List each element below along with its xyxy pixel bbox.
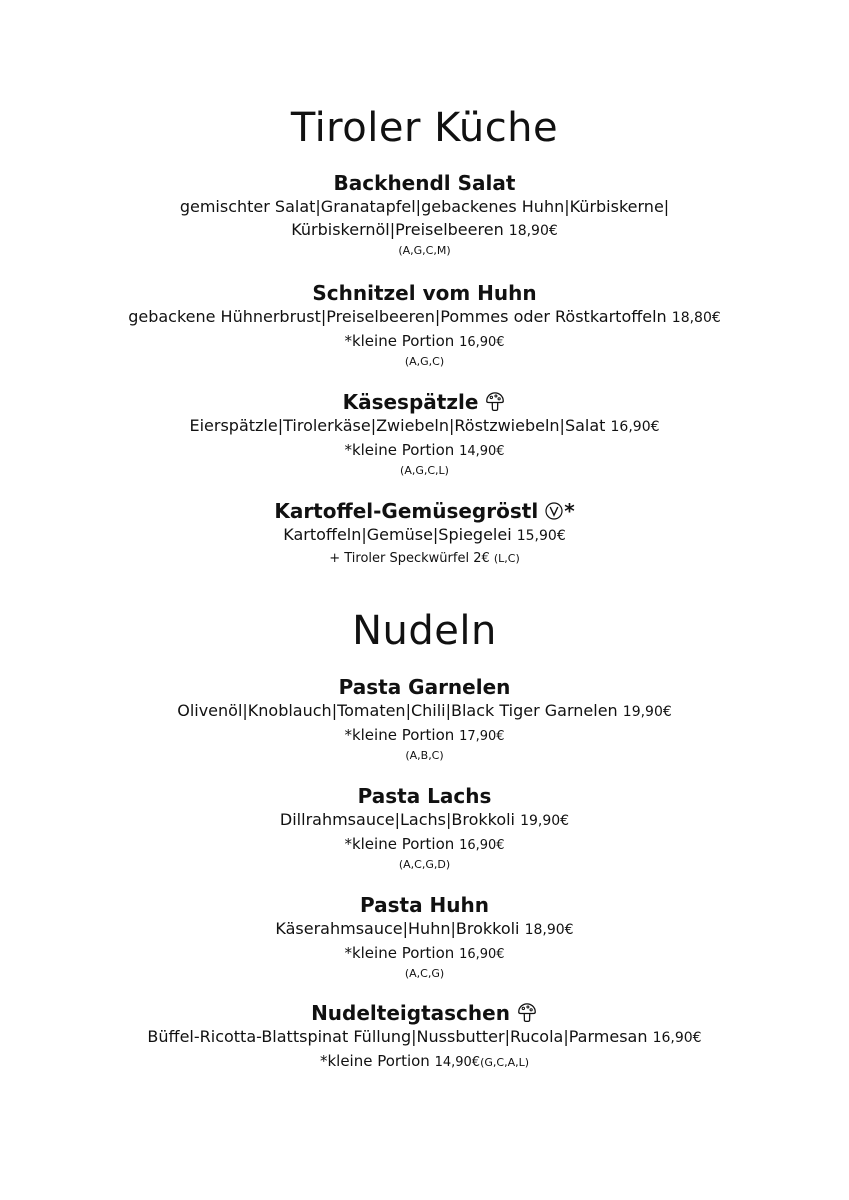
dish-pasta-garnelen xyxy=(0,675,849,764)
dish-description-line-1: Kartoffeln|Gemüse|Spiegelei xyxy=(283,525,512,544)
small-portion-label: *kleine Portion xyxy=(344,441,455,459)
dish-name-text: Pasta Lachs xyxy=(357,784,492,808)
dish-price: 16,90€ xyxy=(610,419,660,435)
dish-name xyxy=(312,281,536,305)
dish-description-line-1: Eierspätzle|Tirolerkäse|Zwiebeln|Röstzwiebeln|Salat xyxy=(189,416,606,435)
section-title-nudeln: Nudeln xyxy=(352,608,497,654)
dish-name xyxy=(311,1001,538,1025)
dish-description-line-1: Käserahmsauce|Huhn|Brokkoli xyxy=(275,919,520,938)
dish-price: 18,90€ xyxy=(508,223,558,239)
dish-pasta-lachs xyxy=(0,784,849,873)
small-portion-price: 16,90€ xyxy=(459,838,505,853)
dish-description xyxy=(0,305,849,330)
vegan-v-icon xyxy=(544,501,564,521)
small-portion-label: *kleine Portion xyxy=(344,726,455,744)
dish-description xyxy=(0,195,849,218)
small-portion xyxy=(0,1050,849,1074)
dish-price: 16,90€ xyxy=(652,1030,702,1046)
dish-name-text: Backhendl Salat xyxy=(333,171,516,195)
dish-name xyxy=(358,784,492,808)
small-portion-label: *kleine Portion xyxy=(344,944,455,962)
dish-name xyxy=(274,499,574,523)
dish-description-line-2: Kürbiskernöl|Preiselbeeren xyxy=(291,220,504,239)
dish-name-text: Nudelteigtaschen xyxy=(311,1001,510,1025)
small-portion xyxy=(0,942,849,966)
dish-price: 19,90€ xyxy=(622,704,672,720)
allergen-codes: (G,C,A,L) xyxy=(480,1056,530,1069)
allergen-codes: (A,C,G,D) xyxy=(398,858,451,871)
dish-name-text: Schnitzel vom Huhn xyxy=(312,281,537,305)
dish-description xyxy=(0,523,849,548)
small-portion-label: *kleine Portion xyxy=(344,835,455,853)
dish-description-line-1: gemischter Salat|Granatapfel|gebackenes Huhn|Kürbiskerne| xyxy=(179,197,670,216)
dish-description xyxy=(0,414,849,439)
dish-pasta-huhn xyxy=(0,893,849,982)
mushroom-icon xyxy=(484,391,506,413)
dish-price: 18,80€ xyxy=(671,310,721,326)
allergen-codes: (A,G,C,L) xyxy=(400,464,449,477)
small-portion-price: 17,90€ xyxy=(459,729,505,744)
dish-price: 18,90€ xyxy=(524,922,574,938)
dish-schnitzel-vom-huhn xyxy=(0,281,849,370)
small-portion-label: *kleine Portion xyxy=(344,332,455,350)
allergen-codes: (L,C) xyxy=(493,552,520,565)
asterisk-marker: * xyxy=(564,499,575,523)
small-portion-price: 14,90€ xyxy=(459,444,505,459)
allergen-codes: (A,C,G) xyxy=(404,967,445,980)
dish-name-text: Pasta Garnelen xyxy=(338,675,511,699)
dish-price: 15,90€ xyxy=(516,528,566,544)
dish-kaesespaetzle xyxy=(0,390,849,479)
dish-backhendl-salat xyxy=(0,171,849,259)
allergen-codes: (A,B,C) xyxy=(405,749,444,762)
dish-name-text: Pasta Huhn xyxy=(360,893,489,917)
allergen-codes: (A,G,C,M) xyxy=(398,244,451,257)
dish-name xyxy=(334,171,516,195)
dish-description xyxy=(0,699,849,724)
extra-option xyxy=(0,548,849,570)
small-portion-price: 14,90€ xyxy=(434,1055,481,1070)
small-portion xyxy=(0,724,849,748)
small-portion-price: 16,90€ xyxy=(459,947,505,962)
dish-description-line-1: Büffel-Ricotta-Blattspinat Füllung|Nussbutter|Rucola|Parmesan xyxy=(147,1027,648,1046)
small-portion xyxy=(0,833,849,857)
vegan-marker xyxy=(544,499,574,523)
dish-name xyxy=(339,675,511,699)
dish-description xyxy=(0,917,849,942)
small-portion xyxy=(0,439,849,463)
section-title-tiroler-kueche: Tiroler Küche xyxy=(290,105,559,151)
dish-description xyxy=(0,808,849,833)
small-portion-price: 16,90€ xyxy=(459,335,505,350)
dish-kartoffel-gemuesegroestl xyxy=(0,499,849,570)
dish-description-line-1: Dillrahmsauce|Lachs|Brokkoli xyxy=(279,810,515,829)
small-portion xyxy=(0,330,849,354)
mushroom-icon xyxy=(516,1002,538,1024)
dish-name xyxy=(343,390,507,414)
extra-option-text: + Tiroler Speckwürfel 2€ xyxy=(329,551,490,566)
allergen-codes: (A,G,C) xyxy=(404,355,445,368)
dish-description xyxy=(0,218,849,243)
small-portion-label: *kleine Portion xyxy=(319,1052,430,1070)
dish-price: 19,90€ xyxy=(520,813,570,829)
dish-nudelteigtaschen xyxy=(0,1001,849,1074)
dish-description xyxy=(0,1025,849,1050)
dish-name-text: Kartoffel-Gemüsegröstl xyxy=(274,499,539,523)
dish-description-line-1: Olivenöl|Knoblauch|Tomaten|Chili|Black Tiger Garnelen xyxy=(177,701,618,720)
dish-description-line-1: gebackene Hühnerbrust|Preiselbeeren|Pommes oder Röstkartoffeln xyxy=(128,307,667,326)
dish-name xyxy=(360,893,489,917)
dish-name-text: Käsespätzle xyxy=(342,390,479,414)
